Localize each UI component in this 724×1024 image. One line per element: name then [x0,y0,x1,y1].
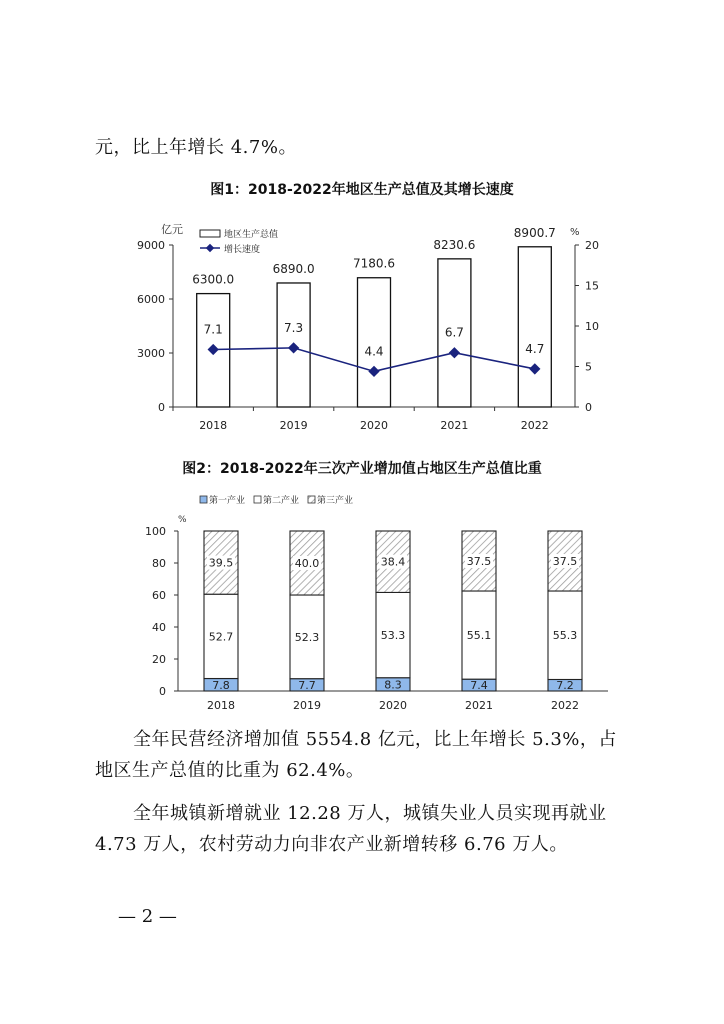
secondary-segment-label: 52.3 [294,630,320,644]
legend-gdp-label: 地区生产总值 [224,230,279,240]
gdp-bar-label: 6300.0 [192,272,235,287]
chart2-x-tick-label: 2022 [551,699,579,712]
gdp-bar [358,278,391,407]
secondary-segment-label: 55.1 [466,629,492,643]
legend-gdp-swatch [200,230,220,237]
chart1-left-unit: 亿元 [161,223,183,236]
paragraph-continuation: 元，比上年增长 4.7%。 [95,137,297,158]
chart1-right-unit: % [570,227,580,238]
growth-point-label: 6.7 [444,325,464,340]
tertiary-segment-label: 37.5 [466,555,492,568]
chart1-left-tick-label: 6000 [137,293,165,306]
legend-primary-swatch [200,496,207,503]
gdp-bar-label: 8900.7 [513,225,556,240]
secondary-segment-label: 55.3 [552,629,578,643]
chart2-x-tick-label: 2019 [293,699,321,712]
gdp-growth-chart [0,215,724,440]
chart2-x-tick-label: 2018 [207,699,235,712]
growth-point-label: 4.4 [364,344,384,359]
chart1-x-tick-label: 2020 [360,419,388,432]
gdp-bar [518,247,551,407]
paragraph-private-economy: 全年民营经济增加值 5554.8 亿元，比上年增长 5.3%，占地区生产总值的比重为 62.4%。 [95,729,617,781]
chart1-x-tick-label: 2018 [199,419,228,432]
growth-point-label: 4.7 [525,341,545,356]
figure1-title: 图1：2018-2022年地区生产总值及其增长速度 [210,182,514,198]
chart1-x-tick-label: 2019 [279,419,308,432]
tertiary-segment-label: 39.5 [208,556,234,570]
chart2-x-tick-label: 2021 [465,699,493,712]
primary-segment-label: 7.7 [298,678,316,692]
chart1-left-tick-label: 9000 [137,239,165,252]
chart1-left-tick-label: 0 [158,401,165,414]
primary-segment-label: 7.4 [470,679,488,693]
chart2-y-tick-label: 20 [152,653,166,666]
legend-growth-label: 增长速度 [224,245,261,255]
chart1-left-tick-label: 3000 [137,347,165,360]
gdp-bar-label: 6890.0 [272,261,315,276]
secondary-segment-label: 53.3 [380,629,406,643]
tertiary-segment-label: 38.4 [380,555,406,569]
chart1-right-tick-label: 15 [585,279,599,293]
legend-secondary-swatch [254,496,261,503]
secondary-segment-label: 52.7 [208,630,234,644]
chart1-right-tick-label: 10 [585,320,599,333]
primary-segment-label: 8.3 [384,678,402,692]
chart2-y-tick-label: 60 [152,589,166,602]
gdp-bar-label: 7180.6 [353,256,395,271]
chart2-x-tick-label: 2020 [379,699,407,712]
legend-tertiary-label: 第三产业 [317,496,354,506]
tertiary-segment-label: 40.0 [294,557,320,570]
legend-tertiary-swatch [308,496,315,503]
chart1-right-tick-label: 20 [585,239,599,252]
chart2-y-tick-label: 0 [159,685,166,698]
chart1-right-tick-label: 0 [585,401,592,414]
legend-growth-marker [206,244,214,252]
growth-point-label: 7.3 [284,320,304,335]
chart1-x-tick-label: 2021 [440,419,469,432]
primary-segment-label: 7.8 [212,678,230,692]
gdp-bar-label: 8230.6 [433,237,476,252]
industry-share-chart [0,488,724,718]
chart2-y-tick-label: 80 [152,557,166,570]
primary-segment-label: 7.2 [556,679,574,693]
chart2-y-tick-label: 40 [152,621,166,634]
tertiary-segment-label: 37.5 [552,555,578,568]
chart1-right-tick-label: 5 [585,360,592,374]
paragraph-employment: 全年城镇新增就业 12.28 万人，城镇失业人员实现再就业 4.73 万人，农村劳动力向非农产业新增转移 6.76 万人。 [95,803,607,855]
figure2-title: 图2：2018-2022年三次产业增加值占地区生产总值比重 [182,461,542,477]
legend-primary-label: 第一产业 [209,496,246,506]
growth-point-label: 7.1 [203,322,223,337]
chart1-x-tick-label: 2022 [520,419,549,432]
page-number: — 2 — [118,906,177,927]
chart2-y-tick-label: 100 [145,525,166,538]
legend-secondary-label: 第二产业 [263,496,300,506]
chart2-unit: % [178,515,187,525]
